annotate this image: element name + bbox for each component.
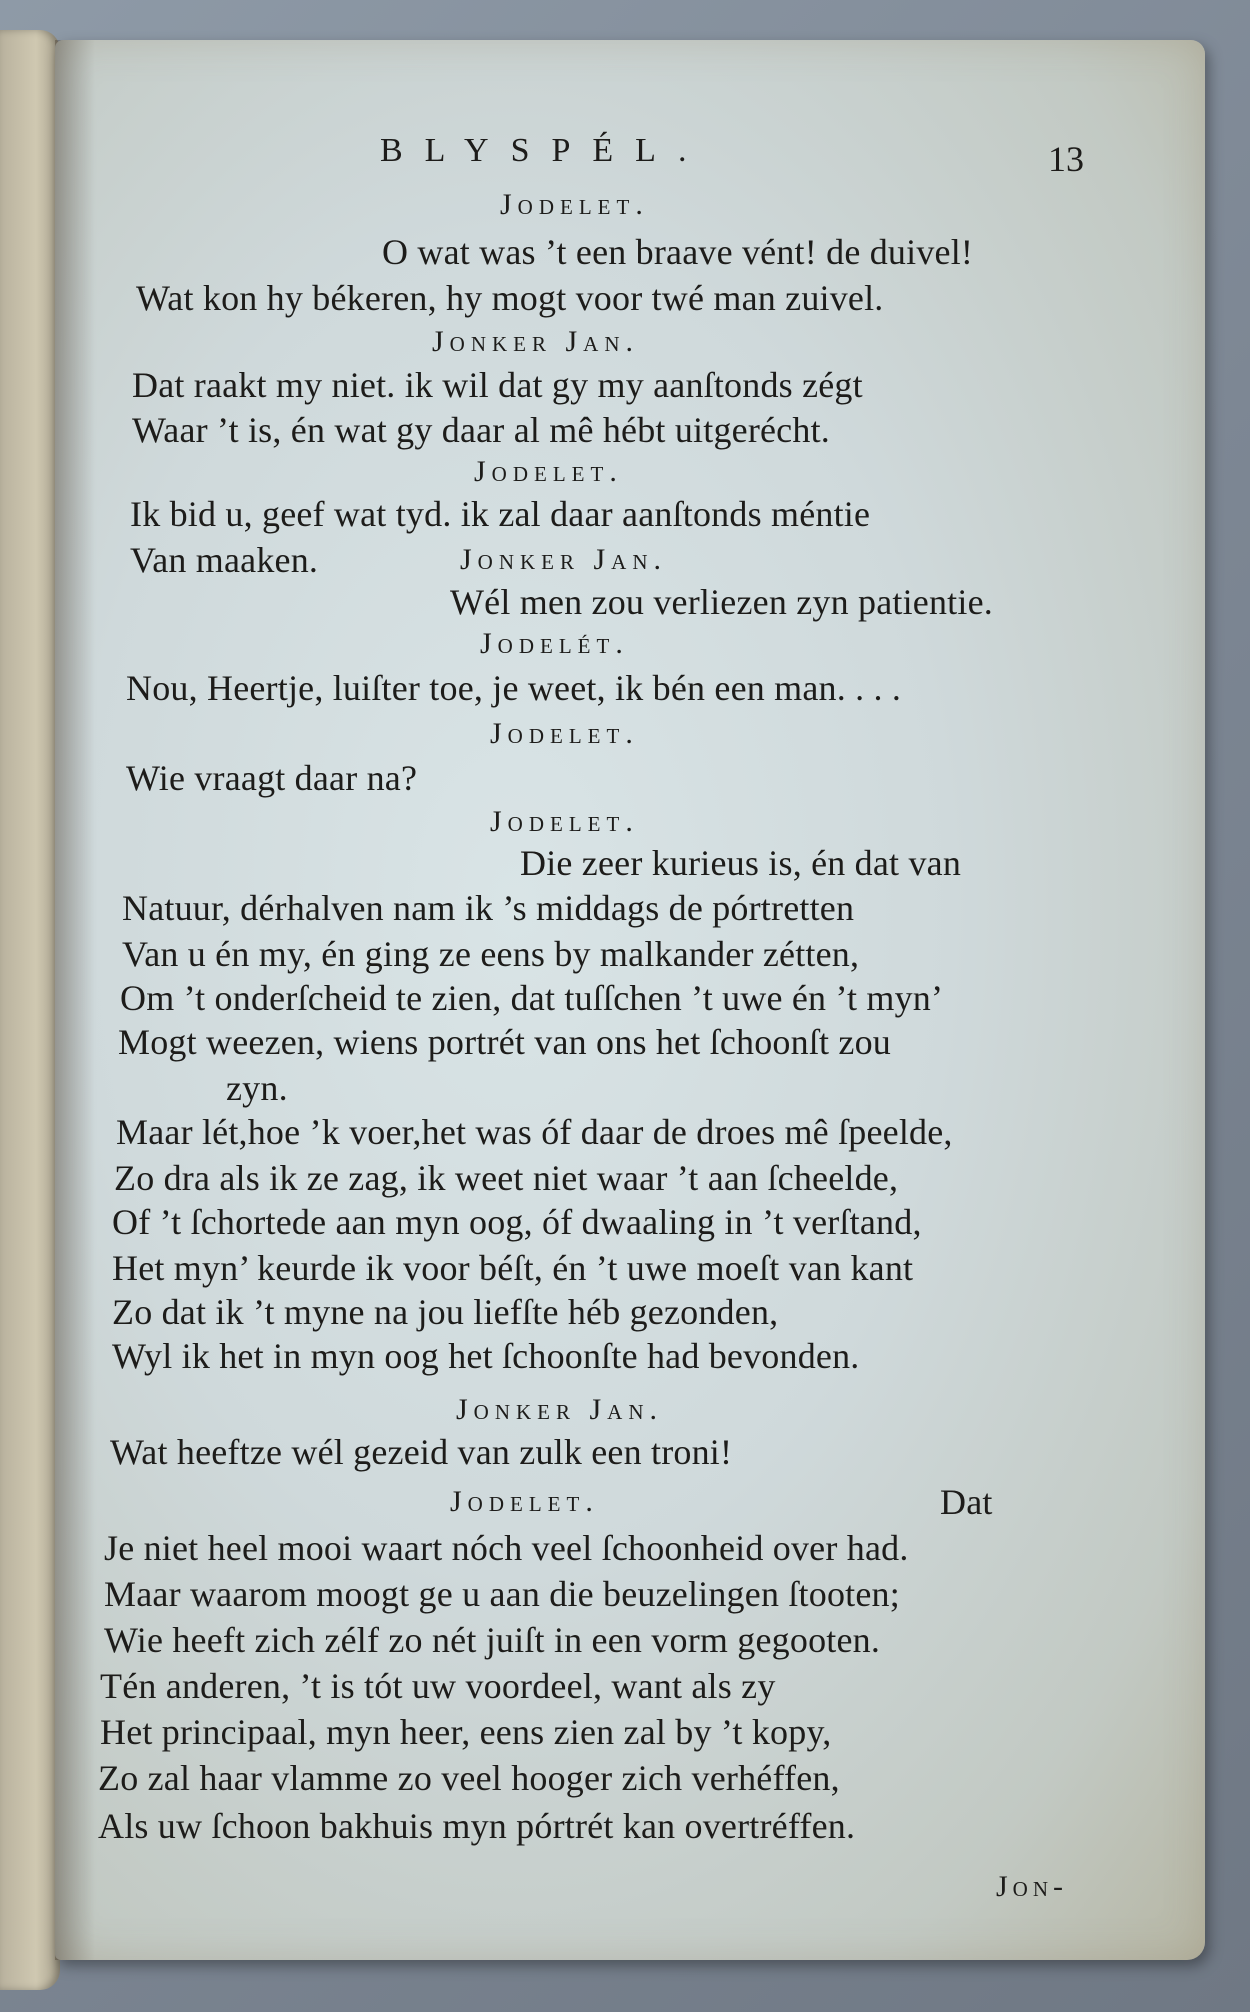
- verse-line: Wél men zou verliezen zyn patientie.: [450, 582, 993, 622]
- verse-line: Zo dra als ik ze zag, ik weet niet waar ’t aan ſcheelde,: [114, 1158, 899, 1198]
- verse-line: Wie vraagt daar na?: [126, 758, 418, 798]
- verse-line: O wat was ’t een braave vént! de duivel!: [382, 232, 974, 272]
- catchword: Jon-: [996, 1870, 1068, 1903]
- speaker-heading: Jodelet.: [500, 188, 649, 221]
- speaker-heading: Jodelet.: [450, 1485, 599, 1518]
- verse-line: Mogt weezen, wiens portrét van ons het ſchoonſt zou: [118, 1022, 892, 1062]
- verse-line: Wat kon hy békeren, hy mogt voor twé man zuivel.: [136, 278, 884, 318]
- verse-line: Maar waarom moogt ge u aan die beuzelingen ſtooten;: [104, 1574, 900, 1614]
- verse-line: Dat: [940, 1482, 993, 1522]
- speaker-heading: Jonker Jan.: [432, 325, 640, 358]
- verse-line: Ik bid u, geef wat tyd. ik zal daar aanſtonds méntie: [130, 494, 871, 534]
- verse-line: Het principaal, myn heer, eens zien zal by ’t kopy,: [100, 1712, 832, 1752]
- speaker-heading: Jonker Jan.: [460, 543, 668, 576]
- verse-line: zyn.: [226, 1068, 288, 1108]
- page-number: 13: [1048, 139, 1084, 179]
- speaker-heading: Jodelét.: [480, 627, 629, 660]
- speaker-heading: Jodelet.: [490, 717, 639, 750]
- verse-line: Je niet heel mooi waart nóch veel ſchoonheid over had.: [104, 1528, 909, 1568]
- verse-line: Tén anderen, ’t is tót uw voordeel, want als zy: [100, 1666, 776, 1706]
- verse-line: Nou, Heertje, luiſter toe, je weet, ik bén een man. . . .: [126, 668, 902, 708]
- verse-line: Maar lét,hoe ’k voer,het was óf daar de droes mê ſpeelde,: [116, 1112, 953, 1152]
- verse-line: Van maaken.: [130, 540, 319, 580]
- verse-line: Wie heeft zich zélf zo nét juiſt in een vorm gegooten.: [104, 1620, 881, 1660]
- verse-line: Om ’t onderſcheid te zien, dat tuſſchen ’t uwe én ’t myn’: [120, 978, 944, 1018]
- verse-line: Waar ’t is, én wat gy daar al mê hébt uitgerécht.: [132, 410, 830, 450]
- speaker-heading: Jodelet.: [490, 805, 639, 838]
- verse-line: Van u én my, én ging ze eens by malkander zétten,: [122, 934, 860, 974]
- running-header: BLYSPÉL.: [380, 132, 709, 169]
- verse-line: Het myn’ keurde ik voor béſt, én ’t uwe moeſt van kant: [112, 1248, 914, 1288]
- verse-line: Of ’t ſchortede aan myn oog, óf dwaaling in ’t verſtand,: [112, 1202, 922, 1242]
- verse-line: Als uw ſchoon bakhuis myn pórtrét kan overtréffen.: [98, 1806, 856, 1846]
- verse-line: Zo dat ik ’t myne na jou liefſte héb gezonden,: [112, 1292, 779, 1332]
- verse-line: Wyl ik het in myn oog het ſchoonſte had bevonden.: [112, 1336, 860, 1376]
- verse-line: Natuur, dérhalven nam ik ’s middags de pórtretten: [122, 888, 855, 928]
- speaker-heading: Jonker Jan.: [456, 1393, 664, 1426]
- verse-line: Zo zal haar vlamme zo veel hooger zich verhéffen,: [98, 1758, 840, 1798]
- verse-line: Dat raakt my niet. ik wil dat gy my aanſtonds zégt: [132, 365, 863, 405]
- verse-line: Wat heeftze wél gezeid van zulk een troni!: [110, 1432, 733, 1472]
- verse-line: Die zeer kurieus is, én dat van: [520, 843, 962, 883]
- speaker-heading: Jodelet.: [474, 455, 623, 488]
